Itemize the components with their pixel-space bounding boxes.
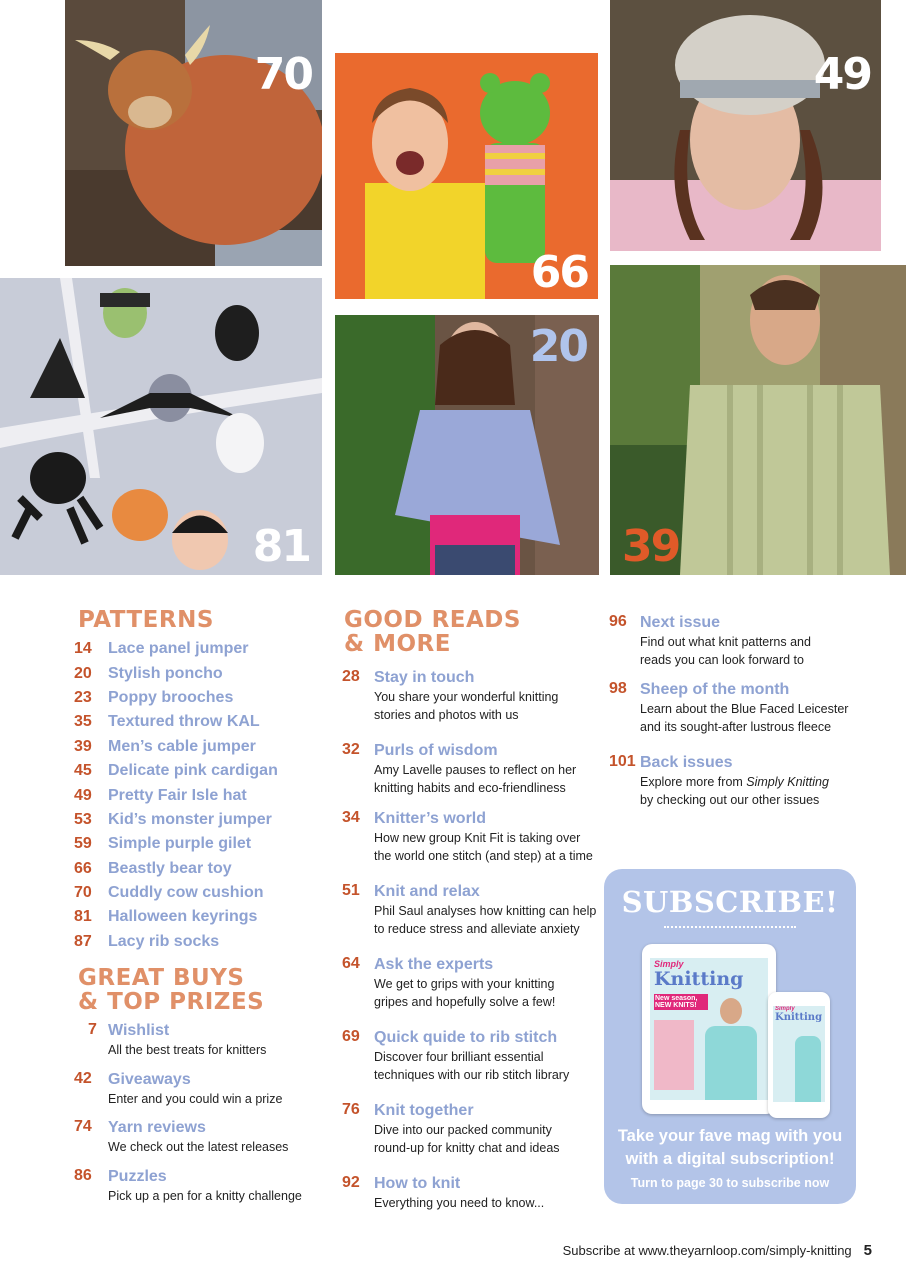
list-item[interactable]: [74, 686, 314, 710]
item-description: Amy Lavelle pauses to reflect on her: [374, 763, 577, 777]
item-title: Poppy brooches: [108, 688, 234, 706]
item-description: round-up for knitty chat and ideas: [374, 1141, 560, 1155]
list-item[interactable]: [74, 1118, 348, 1156]
page-number: 49: [74, 786, 92, 804]
item-description: We check out the latest releases: [108, 1140, 289, 1154]
page-number: 5: [863, 1242, 872, 1259]
subscribe-title: SUBSCRIBE!: [621, 885, 839, 919]
page-number: 39: [74, 737, 92, 755]
item-title: Purls of wisdom: [374, 742, 498, 759]
list-item[interactable]: [342, 1101, 630, 1157]
item-title: Stay in touch: [374, 669, 475, 686]
item-title: Lacy rib socks: [108, 932, 220, 950]
item-description: by checking out our other issues: [640, 793, 820, 807]
page-number: 81: [74, 908, 92, 926]
item-title: Knit and relax: [374, 883, 480, 900]
list-item[interactable]: [609, 753, 900, 809]
page-number: 53: [74, 810, 92, 828]
page-number: 86: [74, 1167, 92, 1184]
list-item[interactable]: [74, 832, 314, 856]
page-number: 23: [74, 688, 92, 706]
item-description: gripes and hopefully solve a few!: [374, 995, 556, 1009]
item-description: Discover four brilliant essential: [374, 1050, 544, 1064]
list-item[interactable]: [74, 857, 314, 881]
page-number: 66: [74, 859, 92, 877]
item-description: We get to grips with your knitting: [374, 977, 555, 991]
item-title: Ask the experts: [374, 956, 494, 973]
item-description: the world one stitch (and step) at a time: [374, 849, 593, 863]
list-item[interactable]: [342, 1028, 630, 1084]
page-number-badge: 81: [252, 521, 310, 572]
subscribe-panel[interactable]: [604, 869, 856, 1204]
item-description: to reduce stress and alleviate anxiety: [374, 922, 580, 936]
list-item[interactable]: [74, 759, 314, 783]
item-title: Puzzles: [108, 1168, 167, 1185]
photo-cable-jumper: [610, 265, 906, 575]
photo-fair-isle-hat: [610, 0, 881, 251]
item-description: Find out what knit patterns and: [640, 635, 811, 649]
item-title: How to knit: [374, 1175, 461, 1192]
item-title: Kid’s monster jumper: [108, 810, 272, 828]
list-item[interactable]: [74, 735, 314, 759]
page-number: 70: [74, 884, 92, 902]
patterns-heading: PATTERNS: [78, 607, 214, 633]
item-description: Dive into our packed community: [374, 1123, 552, 1137]
great-buys-heading: [78, 966, 264, 1014]
item-title: Cuddly cow cushion: [108, 884, 264, 902]
page-number-badge: 49: [813, 49, 871, 100]
item-description: You share your wonderful knitting: [374, 690, 559, 704]
list-item[interactable]: [74, 710, 314, 734]
page-number-badge: 66: [530, 247, 588, 298]
patterns-list: [74, 637, 314, 954]
page-number: 92: [342, 1174, 360, 1191]
list-item[interactable]: [342, 668, 630, 724]
screen-brand-top: Simply: [775, 1006, 795, 1012]
page-number: 20: [74, 664, 92, 682]
item-description: and its sought-after lustrous fleece: [640, 720, 832, 734]
screen-brand: Knitting: [775, 1012, 823, 1023]
page-number: 98: [609, 680, 627, 697]
cover-brand: Knitting: [654, 968, 744, 990]
list-item[interactable]: [342, 809, 630, 865]
item-title: Lace panel jumper: [108, 640, 249, 658]
cover-brand-top: Simply: [654, 959, 684, 969]
page-number: 42: [74, 1070, 92, 1087]
item-description: Learn about the Blue Faced Leicester: [640, 702, 849, 716]
item-description: techniques with our rib stitch library: [374, 1068, 570, 1082]
list-item[interactable]: [342, 741, 630, 797]
item-title: Knit together: [374, 1102, 474, 1119]
heading-line: GOOD READS: [344, 607, 521, 633]
item-title: Delicate pink cardigan: [108, 762, 278, 780]
item-title: Textured throw KAL: [108, 713, 260, 731]
desc-text: Explore more from: [640, 775, 747, 789]
page-number-badge: 70: [254, 49, 312, 100]
page-number: 76: [342, 1101, 360, 1118]
list-item[interactable]: [74, 905, 314, 929]
heading-line: & TOP PRIZES: [78, 989, 265, 1015]
list-item[interactable]: [74, 881, 314, 905]
page-number: 32: [342, 741, 360, 758]
list-item[interactable]: [609, 613, 900, 669]
page-number: 64: [342, 955, 360, 972]
item-title: Knitter’s world: [374, 810, 487, 827]
item-title: Beastly bear toy: [108, 859, 232, 877]
page-number: 7: [88, 1021, 97, 1038]
page-number: 87: [74, 932, 92, 950]
item-description: Enter and you could win a prize: [108, 1092, 283, 1106]
item-title: Quick quide to rib stitch: [374, 1029, 558, 1046]
list-item[interactable]: [74, 930, 314, 954]
photo-cow-cushion: [65, 0, 322, 266]
item-description: knitting habits and eco-friendliness: [374, 781, 566, 795]
item-title: Sheep of the month: [640, 681, 790, 698]
item-title: Halloween keyrings: [108, 908, 258, 926]
subscribe-line: Take your fave mag with you: [617, 1127, 843, 1145]
item-description: Pick up a pen for a knitty challenge: [108, 1189, 302, 1203]
photo-poncho: [335, 315, 599, 575]
list-item[interactable]: [74, 1021, 348, 1059]
divider: [664, 926, 796, 928]
page-number-badge: 39: [622, 521, 680, 572]
page-number: 14: [74, 640, 92, 658]
item-description: All the best treats for knitters: [108, 1043, 267, 1057]
item-title: Yarn reviews: [108, 1119, 206, 1136]
subscribe-cta[interactable]: Turn to page 30 to subscribe now: [630, 1176, 830, 1190]
heading-line: & MORE: [344, 631, 451, 657]
list-item[interactable]: [342, 1174, 630, 1212]
item-title: Stylish poncho: [108, 664, 223, 682]
page-number: 69: [342, 1028, 360, 1045]
page-number: 45: [74, 762, 92, 780]
item-description: [640, 773, 900, 791]
page-number-badge: 20: [529, 321, 587, 372]
page-number: 51: [342, 882, 360, 899]
list-item[interactable]: [342, 955, 630, 1011]
magazine-name: Simply Knitting: [746, 775, 829, 789]
item-title: Men’s cable jumper: [108, 737, 256, 755]
item-title: Pretty Fair Isle hat: [108, 786, 247, 804]
list-item[interactable]: [342, 882, 630, 938]
page-number: 35: [74, 713, 92, 731]
phone-screen: [773, 1006, 825, 1102]
item-title: Next issue: [640, 614, 721, 631]
list-item[interactable]: [74, 637, 314, 661]
page-number: 74: [74, 1118, 92, 1135]
cover-line: New season, NEW KNITS!: [654, 994, 708, 1010]
list-item[interactable]: [74, 808, 314, 832]
item-title: Simple purple gilet: [108, 835, 252, 853]
list-item[interactable]: [74, 1167, 348, 1205]
heading-line: GREAT BUYS: [78, 965, 245, 991]
subscribe-line: with a digital subscription!: [625, 1150, 835, 1168]
subscribe-link[interactable]: Subscribe at www.theyarnloop.com/simply-knitting: [562, 1243, 852, 1258]
page-number: 96: [609, 613, 627, 630]
list-item[interactable]: [74, 661, 314, 685]
cover-model: [700, 996, 760, 1100]
list-item[interactable]: [74, 1070, 348, 1108]
page-number: 28: [342, 668, 360, 685]
cover-thumbnails: [654, 1020, 694, 1090]
item-title: Wishlist: [108, 1022, 170, 1039]
page-number: 34: [342, 809, 360, 826]
tablet-device: [642, 944, 776, 1114]
magazine-cover: [650, 958, 768, 1100]
item-description: How new group Knit Fit is taking over: [374, 831, 581, 845]
item-description: reads you can look forward to: [640, 653, 804, 667]
item-description: Phil Saul analyses how knitting can help: [374, 904, 597, 918]
list-item[interactable]: [609, 680, 900, 736]
list-item[interactable]: [74, 783, 314, 807]
item-title: Back issues: [640, 754, 733, 771]
page-number: 101: [609, 753, 636, 770]
footer: [563, 1242, 872, 1259]
photo-bear-toy: [335, 53, 598, 299]
photo-halloween-keyrings: [0, 278, 322, 575]
item-title: Giveaways: [108, 1071, 191, 1088]
item-description: Everything you need to know...: [374, 1196, 545, 1210]
page-number: 59: [74, 835, 92, 853]
phone-device: [768, 992, 830, 1118]
item-description: stories and photos with us: [374, 708, 519, 722]
good-reads-heading: [344, 608, 521, 656]
